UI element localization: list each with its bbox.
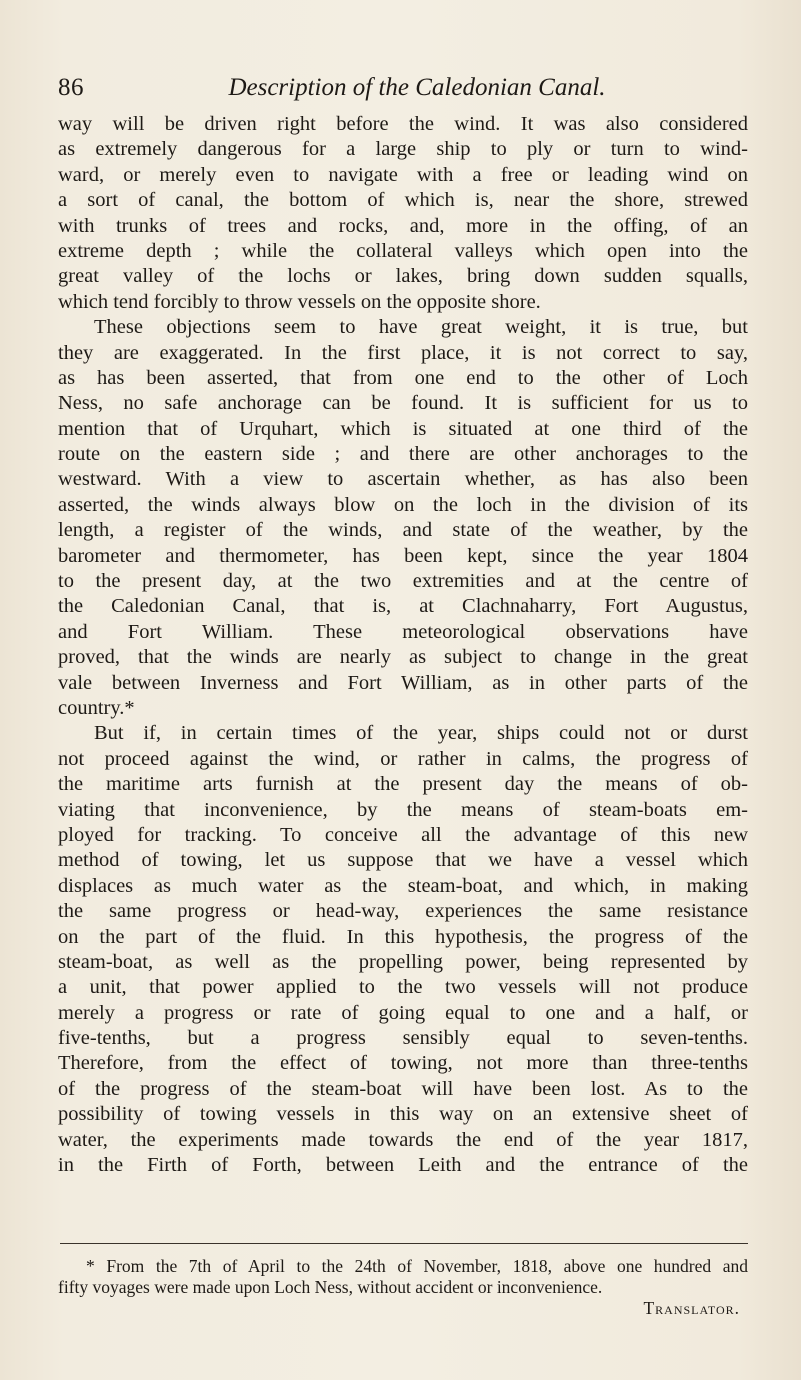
text-line: asserted, the winds always blow on the loch in the division of its — [58, 493, 748, 516]
text-line: Therefore, from the effect of towing, not more than three-tenths — [58, 1052, 748, 1075]
text-line: water, the experiments made towards the end of the year 1817, — [58, 1128, 748, 1151]
text-line: merely a progress or rate of going equal to one and a half, or — [58, 1001, 748, 1024]
footnote-line: fifty voyages were made upon Loch Ness, without accident or inconvenience. — [58, 1277, 603, 1297]
text-line: extreme depth ; while the collateral valleys which open into the — [58, 239, 748, 262]
text-line: five-tenths, but a progress sensibly equal to seven-tenths. — [58, 1027, 748, 1050]
text-line: in the Firth of Forth, between Leith and the entrance of the — [58, 1154, 748, 1177]
text-line: the maritime arts furnish at the present day the means of ob- — [58, 773, 748, 796]
text-line: mention that of Urquhart, which is situated at one third of the — [58, 417, 748, 440]
text-line: great valley of the lochs or lakes, bring down sudden squalls, — [58, 265, 748, 288]
text-line: length, a register of the winds, and state of the weather, by the — [58, 519, 748, 542]
text-line: But if, in certain times of the year, ships could not or durst — [94, 722, 748, 745]
text-line: route on the eastern side ; and there are other anchorages to the — [58, 443, 748, 466]
body-text — [58, 112, 748, 1178]
text-line: method of towing, let us suppose that we have a vessel which — [58, 849, 748, 872]
footnote-signature: Translator. — [643, 1298, 740, 1318]
running-head: Description of the Caledonian Canal. — [228, 74, 606, 101]
text-line: viating that inconvenience, by the means of steam-boats em- — [58, 798, 748, 821]
text-line: as has been asserted, that from one end to the other of Loch — [58, 366, 748, 389]
text-line: and Fort William. These meteorological observations have — [58, 620, 748, 643]
text-line: a unit, that power applied to the two vessels will not produce — [58, 976, 748, 999]
text-line: on the part of the fluid. In this hypothesis, the progress of the — [58, 925, 748, 948]
text-line: the Caledonian Canal, that is, at Clachnaharry, Fort Augustus, — [58, 595, 748, 618]
page-header — [58, 74, 748, 110]
footnote-divider — [60, 1243, 748, 1244]
text-line: the same progress or head-way, experiences the same resistance — [58, 900, 748, 923]
text-line: possibility of towing vessels in this way on an extensive sheet of — [58, 1103, 748, 1126]
text-line: Ness, no safe anchorage can be found. It is sufficient for us to — [58, 392, 748, 415]
text-line: barometer and thermometer, has been kept, since the year 1804 — [58, 544, 748, 567]
page-number: 86 — [58, 74, 84, 101]
text-line: to the present day, at the two extremities and at the centre of — [58, 570, 748, 593]
text-line: country.* — [58, 696, 135, 719]
text-line: way will be driven right before the wind. It was also considered — [58, 113, 748, 135]
footnote-line: * From the 7th of April to the 24th of November, 1818, above one hundred and — [86, 1256, 748, 1276]
text-line: proved, that the winds are nearly as subject to change in the great — [58, 646, 748, 669]
text-line: ployed for tracking. To conceive all the advantage of this new — [58, 823, 748, 846]
text-line: vale between Inverness and Fort William, as in other parts of the — [58, 671, 748, 694]
footnote — [58, 1256, 748, 1319]
text-line: These objections seem to have great weight, it is true, but — [94, 316, 748, 339]
text-line: they are exaggerated. In the first place, it is not correct to say, — [58, 341, 748, 364]
text-line: of the progress of the steam-boat will have been lost. As to the — [58, 1077, 748, 1100]
text-line: a sort of canal, the bottom of which is, near the shore, strewed — [58, 189, 748, 212]
text-line: with trunks of trees and rocks, and, more in the offing, of an — [58, 214, 748, 237]
text-line: ward, or merely even to navigate with a free or leading wind on — [58, 163, 748, 186]
text-line: which tend forcibly to throw vessels on the opposite shore. — [58, 290, 541, 313]
text-line: westward. With a view to ascertain whether, as has also been — [58, 468, 748, 491]
text-line: displaces as much water as the steam-boat, and which, in making — [58, 874, 748, 897]
text-line: as extremely dangerous for a large ship to ply or turn to wind- — [58, 138, 748, 161]
text-line: steam-boat, as well as the propelling power, being represented by — [58, 950, 748, 973]
text-line: not proceed against the wind, or rather in calms, the progress of — [58, 747, 748, 770]
